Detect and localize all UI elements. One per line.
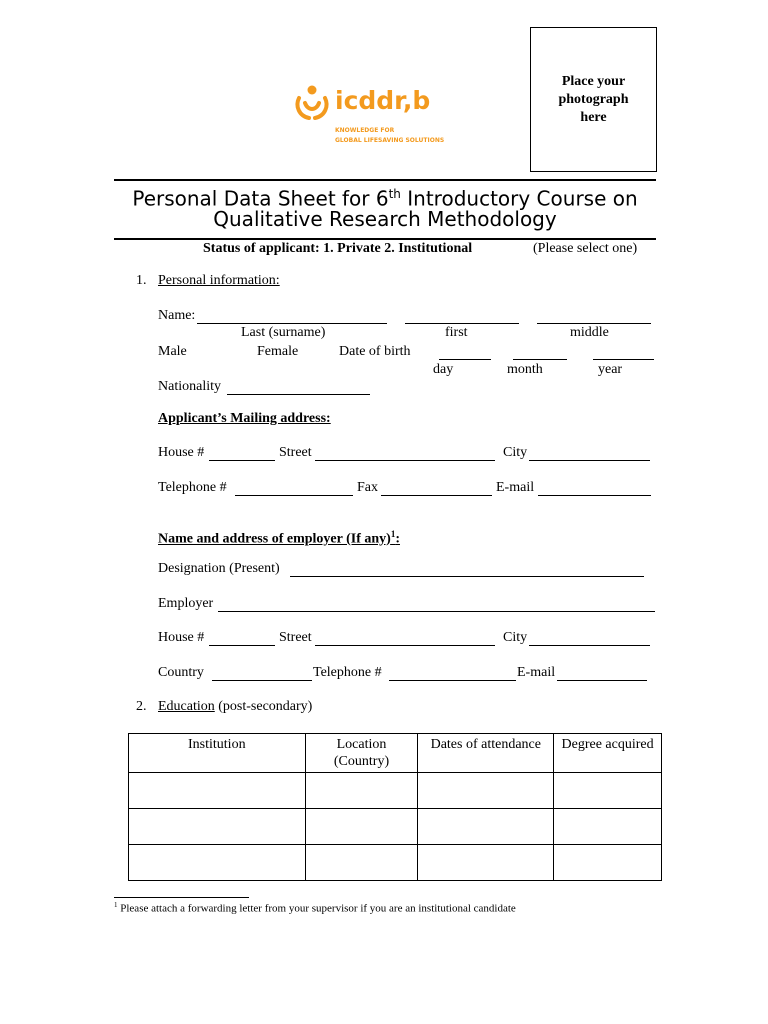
photo-placeholder-box[interactable]: [530, 27, 657, 172]
page-title-line1: Personal Data Sheet for 6th Introductory Course on: [132, 186, 638, 211]
dob-month-field[interactable]: [513, 346, 567, 360]
table-row: [129, 845, 662, 881]
fax-label: Fax: [357, 480, 378, 495]
fax-field[interactable]: [381, 482, 492, 496]
last-name-field[interactable]: [197, 310, 387, 324]
employer-city-label: City: [503, 630, 528, 645]
dob-day-field[interactable]: [439, 346, 491, 360]
male-option[interactable]: Male: [158, 344, 187, 359]
first-caption: first: [445, 325, 468, 340]
title-bottom-rule: [114, 238, 656, 240]
telephone-label: Telephone #: [158, 480, 227, 495]
location-header: Location (Country): [305, 734, 418, 773]
status-of-applicant[interactable]: Status of applicant: 1. Private 2. Institutional: [203, 241, 473, 256]
section2-number: 2.: [136, 699, 147, 714]
logo-tagline-2: GLOBAL LIFESAVING SOLUTIONS: [335, 137, 445, 144]
photo-text-2: photograph: [558, 91, 629, 107]
institution-cell[interactable]: [129, 845, 306, 881]
nationality-label: Nationality: [158, 379, 221, 394]
location-cell[interactable]: [305, 773, 418, 809]
dob-year-caption: year: [598, 362, 623, 377]
degree-cell[interactable]: [554, 845, 662, 881]
dob-month-caption: month: [507, 362, 543, 377]
street-field[interactable]: [315, 447, 495, 461]
email-field[interactable]: [538, 482, 651, 496]
education-table: [128, 733, 662, 881]
icddrb-logo: [293, 84, 453, 148]
dates-cell[interactable]: [418, 845, 554, 881]
dob-year-field[interactable]: [593, 346, 654, 360]
telephone-field[interactable]: [235, 482, 353, 496]
employer-email-field[interactable]: [557, 667, 647, 681]
female-option[interactable]: Female: [257, 344, 299, 359]
location-cell[interactable]: [305, 809, 418, 845]
street-label: Street: [279, 445, 312, 460]
employer-telephone-label: Telephone #: [313, 665, 382, 680]
employer-email-label: E-mail: [517, 665, 556, 680]
degree-cell[interactable]: [554, 773, 662, 809]
logo-tagline-1: KNOWLEDGE FOR: [335, 127, 395, 134]
education-table-header: [129, 734, 662, 773]
employer-house-field[interactable]: [209, 632, 275, 646]
first-name-field[interactable]: [405, 310, 519, 324]
designation-label: Designation (Present): [158, 561, 280, 576]
institution-cell[interactable]: [129, 809, 306, 845]
nationality-field[interactable]: [227, 381, 370, 395]
section1-heading: Personal information:: [158, 273, 280, 288]
institution-header: Institution: [129, 734, 306, 773]
designation-field[interactable]: [290, 563, 644, 577]
dates-header: Dates of attendance: [418, 734, 554, 773]
dates-cell[interactable]: [418, 773, 554, 809]
footnote-rule: [114, 897, 249, 898]
employer-country-label: Country: [158, 665, 204, 680]
employer-country-field[interactable]: [212, 667, 312, 681]
employer-city-field[interactable]: [529, 632, 650, 646]
employer-field[interactable]: [218, 598, 655, 612]
status-note: (Please select one): [533, 241, 638, 256]
footnote: $^1$ Please attach a forwarding letter from your supervisor if you are an institutional candidate: [114, 901, 516, 915]
photo-text-1: Place your: [561, 73, 626, 89]
employer-street-label: Street: [279, 630, 312, 645]
section1-number: 1.: [136, 273, 147, 288]
house-field[interactable]: [209, 447, 275, 461]
employer-label: Employer: [158, 596, 214, 611]
location-cell[interactable]: [305, 845, 418, 881]
email-label: E-mail: [496, 480, 535, 495]
last-surname-caption: Last (surname): [241, 325, 326, 340]
dob-day-caption: day: [433, 362, 454, 377]
city-label: City: [503, 445, 528, 460]
city-field[interactable]: [529, 447, 650, 461]
mailing-address-heading: Applicant’s Mailing address:: [158, 411, 331, 426]
photo-text-3: here: [580, 109, 607, 125]
institution-cell[interactable]: [129, 773, 306, 809]
employer-heading: Name and address of employer (If any)$^1$:: [158, 529, 400, 547]
degree-header: Degree acquired: [554, 734, 662, 773]
employer-street-field[interactable]: [315, 632, 495, 646]
dates-cell[interactable]: [418, 809, 554, 845]
employer-telephone-field[interactable]: [389, 667, 516, 681]
logo-emblem-icon: [293, 84, 331, 124]
house-label: House #: [158, 445, 205, 460]
dob-label: Date of birth: [339, 344, 411, 359]
page-title-line2: Qualitative Research Methodology: [213, 207, 557, 231]
table-row: [129, 773, 662, 809]
section2-heading: Education (post-secondary): [158, 699, 313, 714]
name-label: Name:: [158, 308, 196, 323]
logo-wordmark: icddr,b: [335, 86, 431, 115]
middle-caption: middle: [570, 325, 609, 340]
middle-name-field[interactable]: [537, 310, 651, 324]
degree-cell[interactable]: [554, 809, 662, 845]
employer-house-label: House #: [158, 630, 205, 645]
table-row: [129, 809, 662, 845]
